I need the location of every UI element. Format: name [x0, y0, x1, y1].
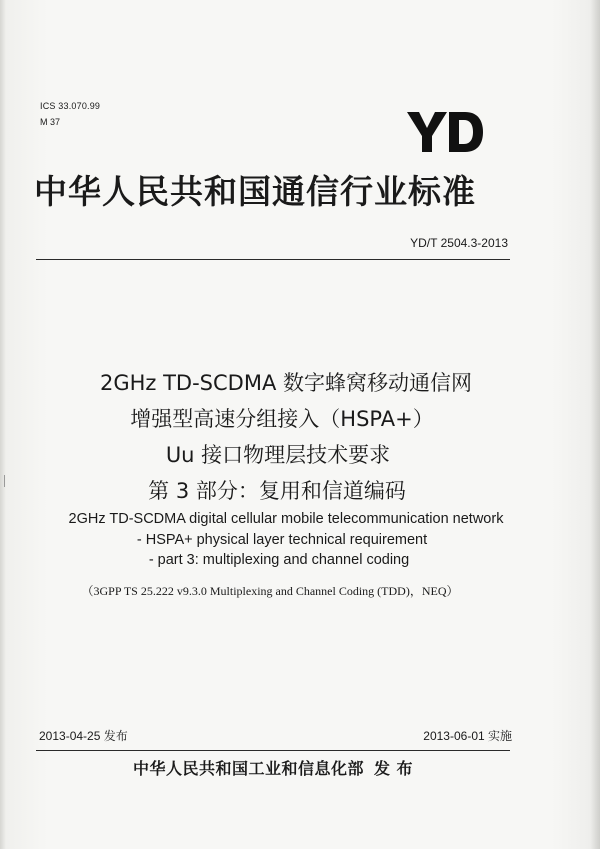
chinese-title-line-1: 2GHz TD-SCDMA 数字蜂窝移动通信网 [99, 371, 473, 395]
page-edge-shadow [590, 0, 600, 849]
reference-standard: （3GPP TS 25.222 v9.3.0 Multiplexing and Channel Coding (TDD)，NEQ） [81, 584, 459, 598]
chinese-title-line-3: Uu 接口物理层技术要求 [165, 443, 391, 467]
publish-date: 2013-04-25 发布 [39, 729, 128, 743]
standard-number: YD/T 2504.3-2013 [410, 236, 508, 250]
issuer-action: 发 布 [373, 759, 414, 778]
chinese-title-line-4: 第 3 部分：复用和信道编码 [148, 479, 406, 503]
yd-logo [405, 108, 485, 156]
classification-code: M 37 [40, 117, 61, 127]
english-title-line-2: - HSPA+ physical layer technical requirement [136, 532, 428, 548]
english-title-line-1: 2GHz TD-SCDMA digital cellular mobile telecommunication network [68, 511, 504, 527]
implement-date: 2013-06-01 实施 [423, 729, 512, 743]
yd-logo-icon [405, 108, 485, 156]
standard-category-title: 中华人民共和国通信行业标准 [34, 172, 476, 211]
issuer-line [0, 756, 573, 779]
footer-divider [36, 750, 510, 751]
chinese-title-line-2: 增强型高速分组接入（HSPA+） [130, 407, 434, 431]
header-divider [36, 259, 510, 260]
english-title-line-3: - part 3: multiplexing and channel coding [148, 552, 410, 568]
issuer-name: 中华人民共和国工业和信息化部 [132, 759, 364, 778]
ics-code: ICS 33.070.99 [40, 101, 101, 111]
scan-mark [4, 475, 11, 487]
